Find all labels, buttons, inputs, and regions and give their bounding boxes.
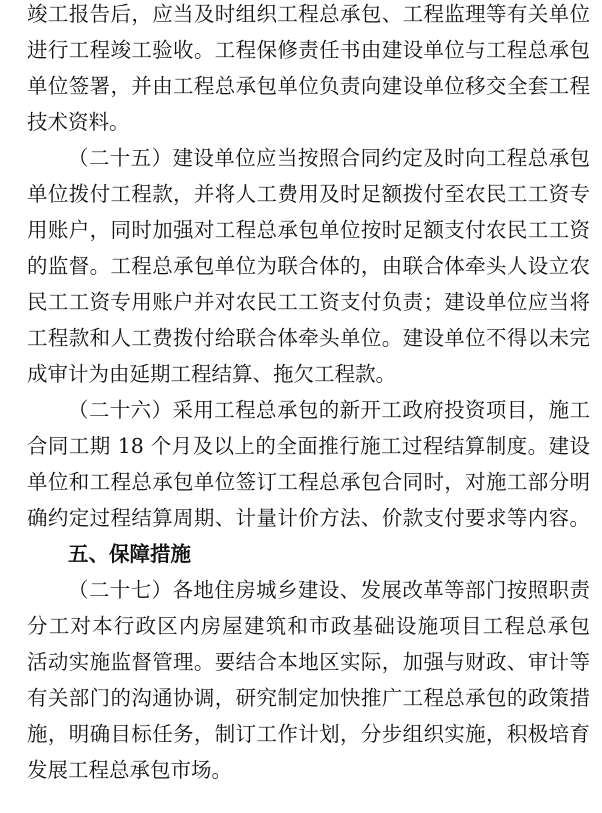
- paragraph-first-line: （二十七）各地住房城乡建设、发展改革等部门按照职责: [68, 578, 590, 602]
- text-line: 单位拨付工程款，并将人工费用及时足额拨付至农民工工资专: [27, 182, 590, 206]
- paragraph-first-line: （二十五）建设单位应当按照合同约定及时向工程总承包: [68, 146, 590, 170]
- text-line: 的监督。工程总承包单位为联合体的，由联合体牵头人设立农: [27, 254, 590, 278]
- text-line: 施，明确目标任务，制订工作计划，分步组织实施，积极培育: [27, 722, 590, 746]
- text-line: 竣工报告后，应当及时组织工程总承包、工程监理等有关单位: [27, 2, 590, 26]
- text-line: 用账户，同时加强对工程总承包单位按时足额支付农民工工资: [27, 218, 590, 242]
- section-heading: 五、保障措施: [68, 542, 191, 566]
- text-line: 进行工程竣工验收。工程保修责任书由建设单位与工程总承包: [27, 38, 590, 62]
- text-line: 民工工资专用账户并对农民工工资支付负责；建设单位应当将: [27, 290, 590, 314]
- text-line: 确约定过程结算周期、计量计价方法、价款支付要求等内容。: [27, 506, 590, 530]
- text-line: 工程款和人工费拨付给联合体牵头单位。建设单位不得以未完: [27, 326, 590, 350]
- text-line: 活动实施监督管理。要结合本地区实际，加强与财政、审计等: [27, 650, 590, 674]
- text-line: 分工对本行政区内房屋建筑和市政基础设施项目工程总承包: [27, 614, 590, 638]
- text-line: 单位和工程总承包单位签订工程总承包合同时，对施工部分明: [27, 470, 590, 494]
- text-line: 发展工程总承包市场。: [27, 758, 232, 782]
- paragraph-first-line: （二十六）采用工程总承包的新开工政府投资项目，施工: [68, 398, 590, 422]
- text-line: 单位签署，并由工程总承包单位负责向建设单位移交全套工程: [27, 74, 590, 98]
- text-line: 技术资料。: [27, 110, 130, 134]
- text-line: 合同工期 18 个月及以上的全面推行施工过程结算制度。建设: [27, 434, 590, 458]
- text-line: 成审计为由延期工程结算、拖欠工程款。: [27, 362, 396, 386]
- text-line: 有关部门的沟通协调，研究制定加快推广工程总承包的政策措: [27, 686, 590, 710]
